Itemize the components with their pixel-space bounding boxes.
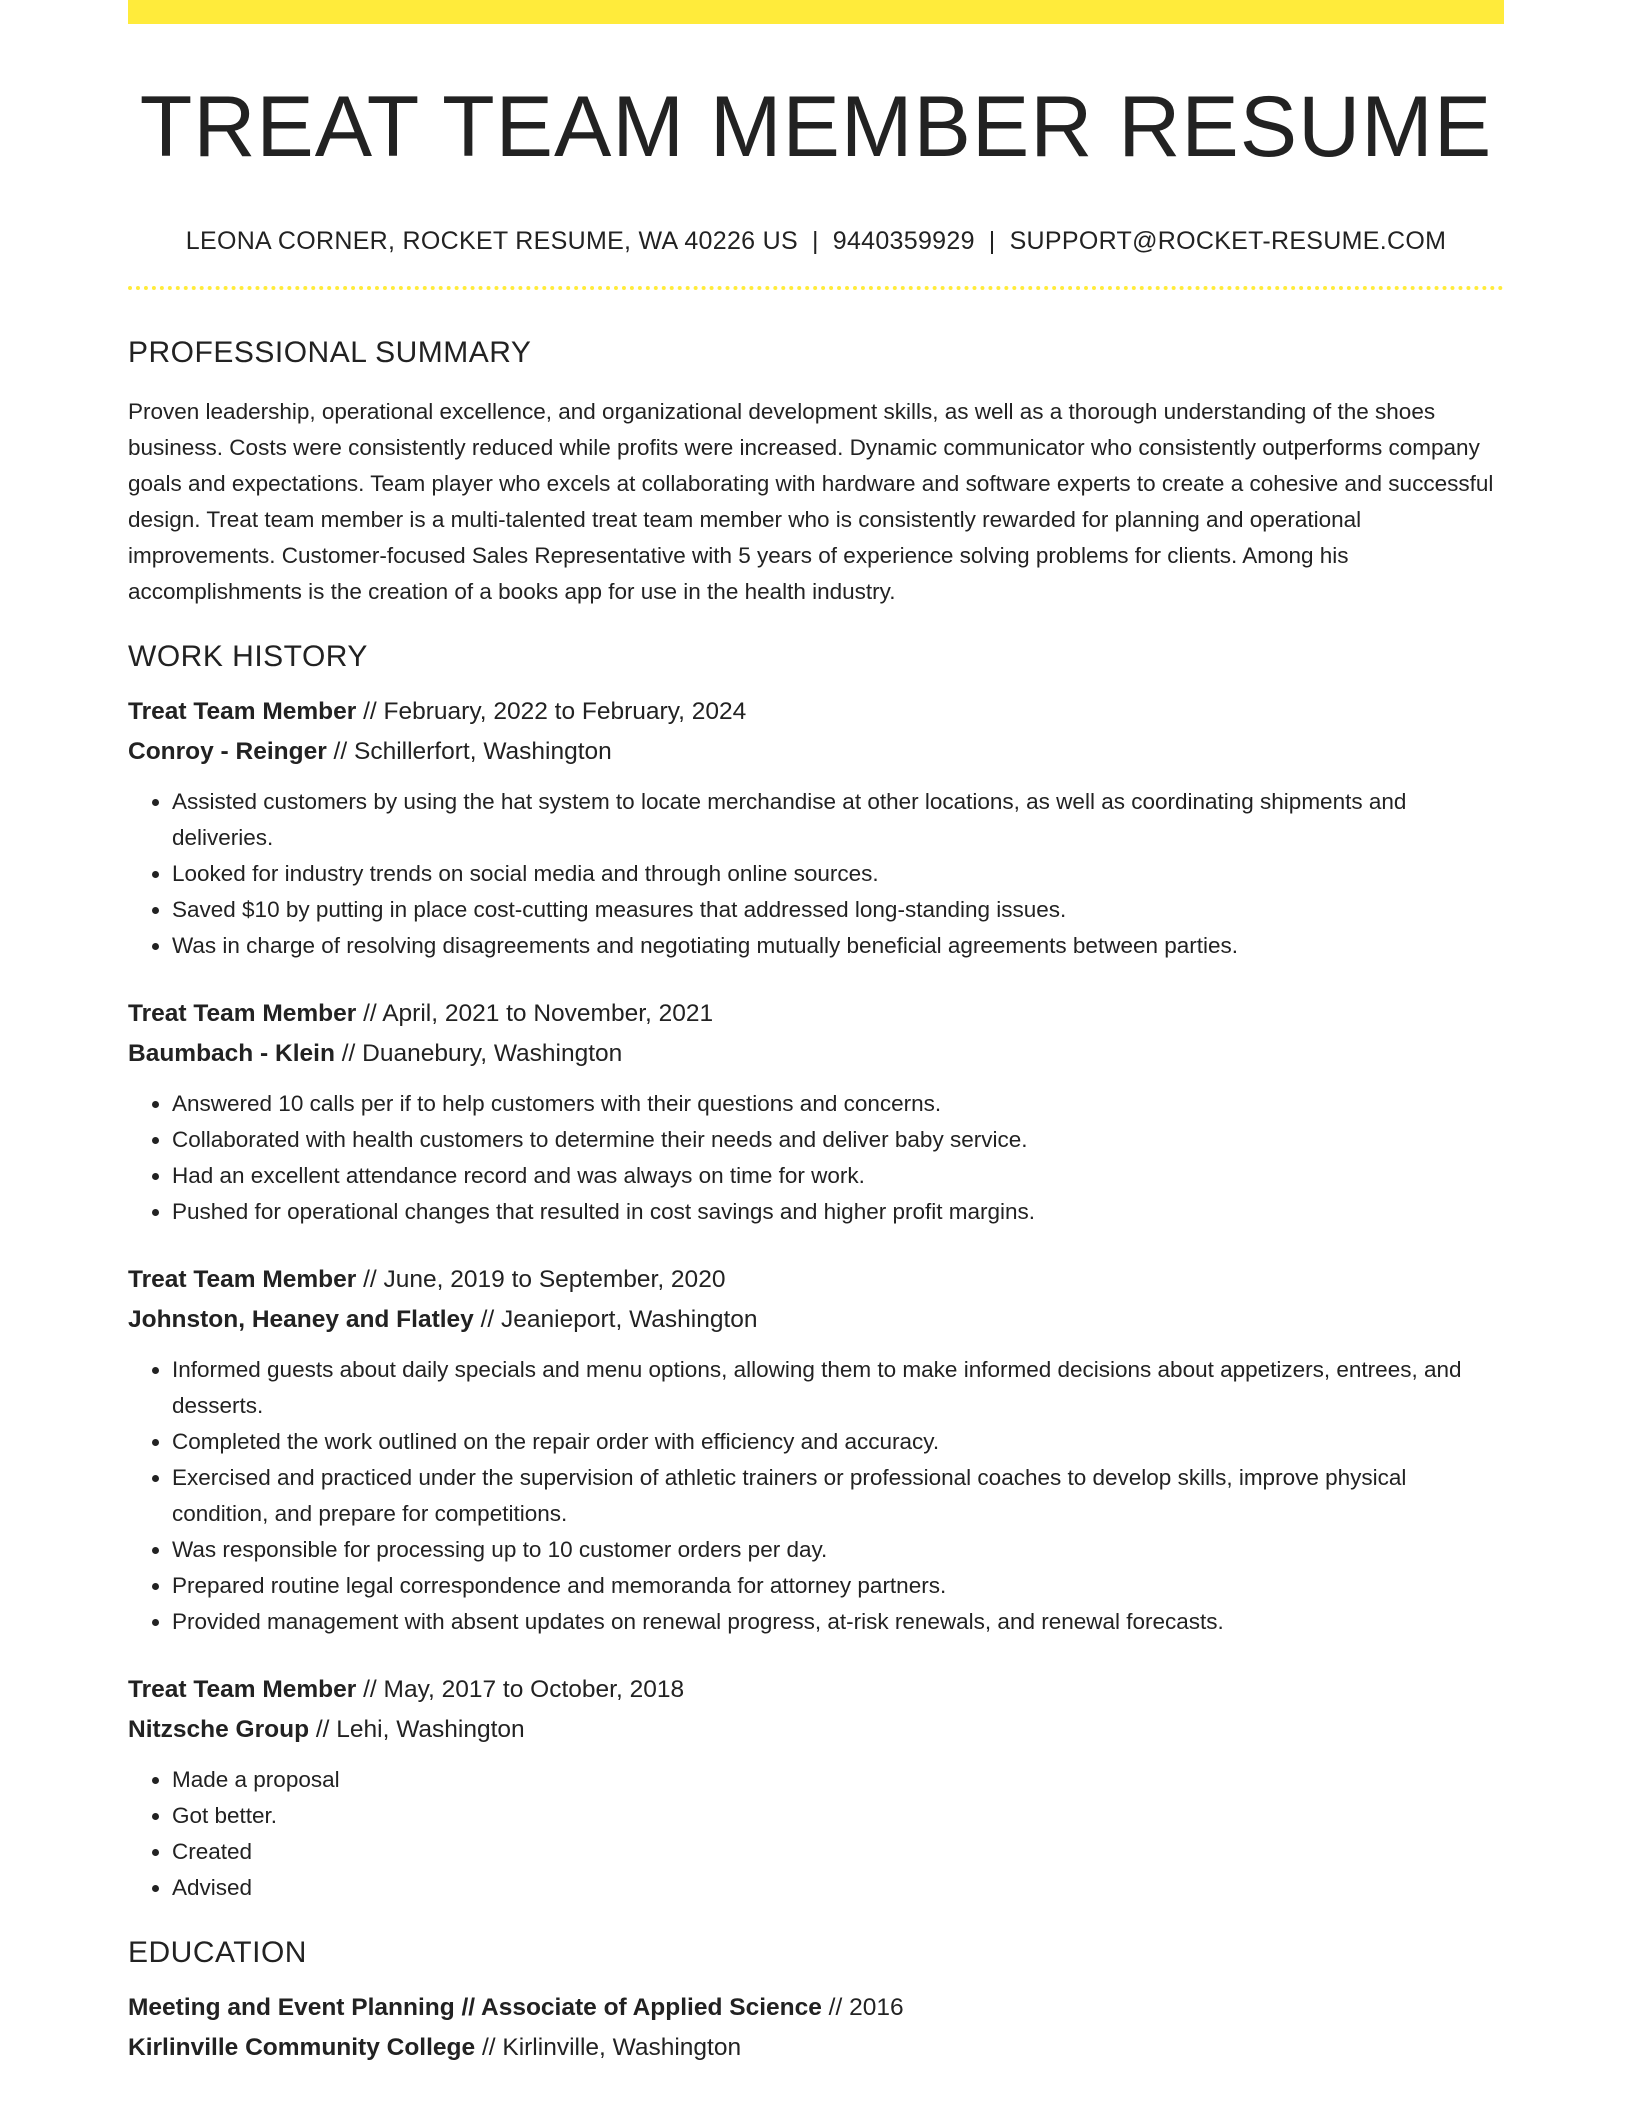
- list-item: • Advised: [172, 1870, 1504, 1906]
- education-entry: [128, 1988, 1504, 2068]
- education-program: Meeting and Event Planning // Associate of Applied Science: [128, 1994, 822, 2022]
- job-dates: // February, 2022 to February, 2024: [356, 698, 747, 726]
- job-dates: // June, 2019 to September, 2020: [356, 1266, 726, 1294]
- job-location: // Jeanieport, Washington: [473, 1306, 758, 1334]
- job-title: Treat Team Member: [128, 1000, 357, 1028]
- list-item: • Collaborated with health customers to determine their needs and deliver baby service.: [172, 1122, 1504, 1158]
- list-item: • Saved $10 by putting in place cost-cutting measures that addressed long-standing issues.: [172, 892, 1504, 928]
- list-item: • Looked for industry trends on social media and through online sources.: [172, 856, 1504, 892]
- job-bullet-list: [128, 784, 1504, 964]
- contact-line: [128, 227, 1504, 256]
- job-title: Treat Team Member: [128, 1266, 357, 1294]
- list-item: • Pushed for operational changes that resulted in cost savings and higher profit margins.: [172, 1194, 1504, 1230]
- job-location: // Lehi, Washington: [309, 1716, 525, 1744]
- list-item: • Provided management with absent updates on renewal progress, at-risk renewals, and renewal forecasts.: [172, 1604, 1504, 1640]
- list-item: • Was in charge of resolving disagreements and negotiating mutually beneficial agreements between parties.: [172, 928, 1504, 964]
- education-heading: EDUCATION: [128, 1936, 307, 1970]
- job-entry: [128, 1670, 1504, 1906]
- contact-address: LEONA CORNER, ROCKET RESUME, WA 40226 US: [185, 227, 798, 256]
- list-item: • Prepared routine legal correspondence and memoranda for attorney partners.: [172, 1568, 1504, 1604]
- contact-separator: |: [988, 227, 996, 256]
- job-bullet-list: [128, 1086, 1504, 1230]
- job-title: Treat Team Member: [128, 698, 357, 726]
- list-item: • Exercised and practiced under the supervision of athletic trainers or professional coaches to develop skills, improve physical condition, and prepare for competitions.: [172, 1460, 1504, 1532]
- list-item: • Made a proposal: [172, 1762, 1504, 1798]
- education-program-line: [128, 1988, 1504, 2028]
- job-title-line: [128, 1260, 1504, 1300]
- top-accent-bar: [128, 0, 1504, 24]
- education-school-line: [128, 2028, 1504, 2068]
- job-company: Johnston, Heaney and Flatley: [128, 1306, 474, 1334]
- contact-email: SUPPORT@ROCKET-RESUME.COM: [1009, 227, 1447, 256]
- resume-title: TREAT TEAM MEMBER RESUME: [139, 79, 1493, 175]
- list-item: • Had an excellent attendance record and was always on time for work.: [172, 1158, 1504, 1194]
- job-bullet-list: [128, 1352, 1504, 1640]
- list-item: • Informed guests about daily specials and menu options, allowing them to make informed decisions about appetizers, entrees, and desserts.: [172, 1352, 1504, 1424]
- list-item: • Assisted customers by using the hat system to locate merchandise at other locations, as well as coordinating shipments and deliveries.: [172, 784, 1504, 856]
- summary-text: Proven leadership, operational excellence, and organizational development skills, as well as a thorough understanding of the shoes business. Costs were consistently reduced while profits were increased. Dynamic communicator who consistently outperforms company goals and expectations. Team player who excels at collaborating with hardware and software experts to create a cohesive and successful design. Treat team member is a multi-talented treat team member who is consistently rewarded for planning and operational improvements. Customer-focused Sales Representative with 5 years of experience solving problems for clients. Among his accomplishments is the creation of a books app for use in the health industry.: [128, 399, 1494, 605]
- job-title: Treat Team Member: [128, 1676, 357, 1704]
- education-year: // 2016: [821, 1994, 904, 2022]
- job-bullet-list: [128, 1762, 1504, 1906]
- job-company: Conroy - Reinger: [128, 738, 327, 766]
- education-school: Kirlinville Community College: [128, 2034, 476, 2062]
- job-entry: [128, 692, 1504, 964]
- list-item: • Created: [172, 1834, 1504, 1870]
- contact-phone: 9440359929: [832, 227, 975, 256]
- list-item: • Was responsible for processing up to 10 customer orders per day.: [172, 1532, 1504, 1568]
- contact-separator: |: [811, 227, 819, 256]
- dotted-divider: [128, 286, 1504, 290]
- education-location: // Kirlinville, Washington: [475, 2034, 742, 2062]
- list-item: • Completed the work outlined on the repair order with efficiency and accuracy.: [172, 1424, 1504, 1460]
- job-company-line: [128, 1034, 1504, 1074]
- job-dates: // May, 2017 to October, 2018: [356, 1676, 685, 1704]
- job-entry: [128, 994, 1504, 1230]
- job-entry: [128, 1260, 1504, 1640]
- job-company-line: [128, 1300, 1504, 1340]
- job-company-line: [128, 1710, 1504, 1750]
- summary-heading: PROFESSIONAL SUMMARY: [128, 336, 532, 370]
- list-item: • Answered 10 calls per if to help customers with their questions and concerns.: [172, 1086, 1504, 1122]
- work-history-heading: WORK HISTORY: [128, 640, 368, 674]
- job-company: Nitzsche Group: [128, 1716, 310, 1744]
- job-company: Baumbach - Klein: [128, 1040, 335, 1068]
- list-item: • Got better.: [172, 1798, 1504, 1834]
- job-title-line: [128, 692, 1504, 732]
- job-location: // Duanebury, Washington: [334, 1040, 623, 1068]
- job-location: // Schillerfort, Washington: [326, 738, 612, 766]
- job-dates: // April, 2021 to November, 2021: [356, 1000, 714, 1028]
- job-title-line: [128, 1670, 1504, 1710]
- job-company-line: [128, 732, 1504, 772]
- resume-page: [128, 0, 1504, 2068]
- job-title-line: [128, 994, 1504, 1034]
